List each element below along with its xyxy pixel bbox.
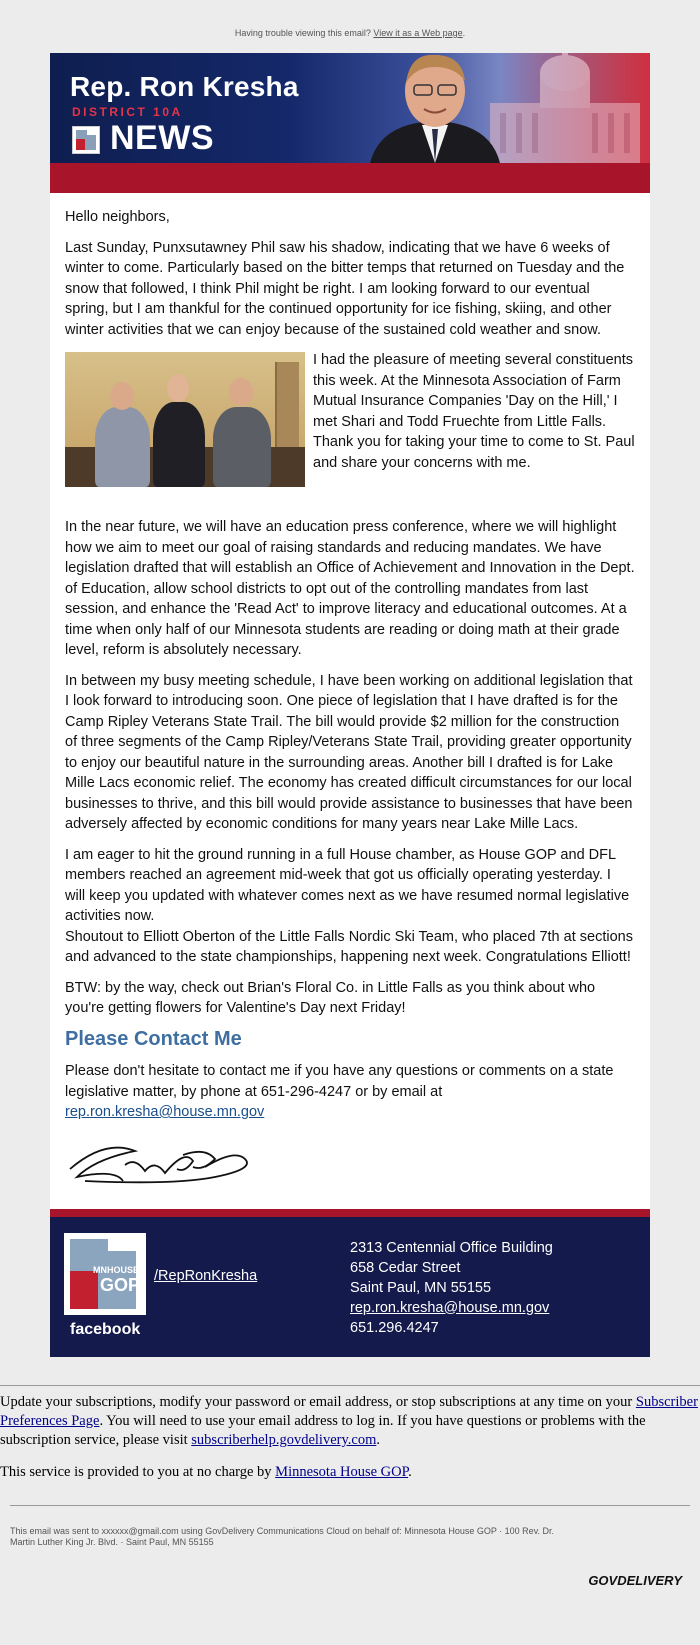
subscriber-help-link[interactable]: subscriberhelp.govdelivery.com bbox=[191, 1432, 377, 1448]
subscription-footer bbox=[0, 1385, 700, 1588]
subscriber-preferences-link[interactable]: Subscriber Preferences Page bbox=[0, 1394, 698, 1429]
paragraph-constituents: I had the pleasure of meeting several constituents this week. At the Minnesota Association of Farm Mutual Insurance Companies 'Day on the Hill,' I met Shari and Todd Fruechte from Little Falls. Thank you for taking your time to come to St. Paul and share your concerns with me. bbox=[313, 352, 635, 471]
contact-email-link[interactable]: rep.ron.kresha@house.mn.gov bbox=[65, 1104, 265, 1120]
trouble-text: Having trouble viewing this email? bbox=[234, 28, 371, 38]
news-label: NEWS bbox=[110, 119, 214, 157]
subs-text-3: . bbox=[376, 1432, 380, 1448]
subs-text-1: Update your subscriptions, modify your password or email address, or stop subscriptions at any time on your bbox=[0, 1394, 633, 1410]
contact-heading: Please Contact Me bbox=[65, 1027, 242, 1050]
minnesota-house-gop-link[interactable]: Minnesota House GOP bbox=[275, 1464, 409, 1480]
contact-text: Please don't hesitate to contact me if you have any questions or comments on a state legislative matter, by phone at 651-296-4247 or by email at bbox=[65, 1063, 614, 1100]
newsletter-body bbox=[50, 193, 650, 1209]
paragraph-btw: BTW: by the way, check out Brian's Floral Co. in Little Falls as you think about who you're getting flowers for Valentine's Day next Friday! bbox=[65, 979, 596, 1016]
constituents-photo bbox=[65, 352, 305, 487]
paragraph-groundhog: Last Sunday, Punxsutawney Phil saw his shadow, indicating that we have 6 weeks of winter to come. Particularly based on the bitter temps that returned on Tuesday and the snow that followed, I think Phil might be right. I am looking forward to our eventual spring, but I am thankful for the continued opportunity for ice fishing, skiing, and other winter activities that we can enjoy because of the sustained cold weather and snow. bbox=[65, 239, 625, 338]
facebook-handle-link[interactable]: /RepRonKresha bbox=[154, 1267, 258, 1284]
contact-paragraph bbox=[65, 1061, 635, 1123]
subscription-info bbox=[0, 1386, 700, 1482]
service-text: This service is provided to you at no charge by bbox=[0, 1464, 272, 1480]
address-line-2: 658 Cedar Street bbox=[350, 1259, 461, 1276]
contact-footer bbox=[50, 1209, 650, 1357]
district-label: DISTRICT 10A bbox=[72, 105, 183, 119]
govdelivery-logo[interactable] bbox=[588, 1573, 682, 1588]
rep-name: Rep. Ron Kresha bbox=[70, 71, 299, 102]
office-address bbox=[350, 1238, 553, 1338]
view-web-page-link[interactable]: View it as a Web page bbox=[373, 28, 463, 38]
facebook-label: facebook bbox=[70, 1320, 141, 1338]
service-end: . bbox=[408, 1464, 412, 1480]
greeting: Hello neighbors, bbox=[65, 209, 170, 225]
paragraph-legislation: In between my busy meeting schedule, I have been working on additional legislation that I look forward to introducing soon. One piece of legislation that I have drafted is for the Camp Ripley Veterans State Trail. The bill would provide $2 million for the construction of three segments of the Camp Ripley/Veterans State Trail, providing greater opportunity to enjoy our beautiful nature in the surrounding areas. Another bill I drafted is for Lake Mille Lacs economic relief. The economy has created difficult circumstances for our local businesses to thrive, and this bill would provide assistance to businesses that have been adversely affected by economic conditions for many years near Lake Mille Lacs. bbox=[65, 672, 633, 832]
fine-print: This email was sent to xxxxxx@gmail.com using GovDelivery Communications Cloud on behalf of: Minnesota House GOP · 100 Rev. Dr. Martin Luther King Jr. Blvd. · Saint Paul, MN 55155 bbox=[10, 1526, 555, 1547]
subs-text-2: . You will need to use your email address to log in. If you have questions or problems with the subscription service, please visit bbox=[0, 1413, 646, 1448]
footer-email-link[interactable]: rep.ron.kresha@house.mn.gov bbox=[350, 1299, 550, 1316]
govdelivery-brand: GOVDELIVERY bbox=[588, 1573, 682, 1588]
portrait-image bbox=[360, 53, 510, 163]
newsletter-header bbox=[50, 53, 650, 193]
email-container bbox=[50, 53, 650, 1357]
constituents-section bbox=[65, 350, 635, 507]
paragraph-shoutout: Shoutout to Elliott Oberton of the Little Falls Nordic Ski Team, who placed 7th at sections and advanced to the state championships, happening next week. Congratulations Elliott! bbox=[65, 928, 633, 965]
mnhouse-gop-logo-icon[interactable] bbox=[64, 1233, 146, 1315]
facebook-handle bbox=[154, 1268, 257, 1284]
view-in-browser-bar bbox=[0, 28, 700, 38]
signature-image bbox=[65, 1123, 635, 1209]
paragraph-house-chamber: I am eager to hit the ground running in a full House chamber, as House GOP and DFL members reached an agreement mid-week that got us officially operating yesterday. I will keep you updated with whatever comes next as we have resumed normal legislative activities now. bbox=[65, 846, 630, 924]
address-line-3: Saint Paul, MN 55155 bbox=[350, 1279, 492, 1296]
footer-phone: 651.296.4247 bbox=[350, 1319, 439, 1336]
header-red-band bbox=[50, 163, 650, 193]
logo-top-text: MNHOUSE bbox=[92, 1264, 140, 1275]
logo-main-text: GOP bbox=[99, 1274, 141, 1295]
address-line-1: 2313 Centennial Office Building bbox=[350, 1239, 553, 1256]
paragraph-education: In the near future, we will have an education press conference, where we will highlight how we aim to meet our goal of raising standards and reducing mandates. We have legislation drafted that will establish an Office of Achievement and Innovation in the Dept. of Education, allow school districts to opt out of the controlling mandates from last session, and enhance the 'Read Act' to improve literacy and educational outcomes. At a time when only half of our Minnesota students are reading or doing math at their grade level, reform is absolutely necessary. bbox=[65, 519, 635, 658]
topbar-suffix: . bbox=[462, 28, 466, 38]
gop-logo-icon bbox=[72, 126, 100, 154]
